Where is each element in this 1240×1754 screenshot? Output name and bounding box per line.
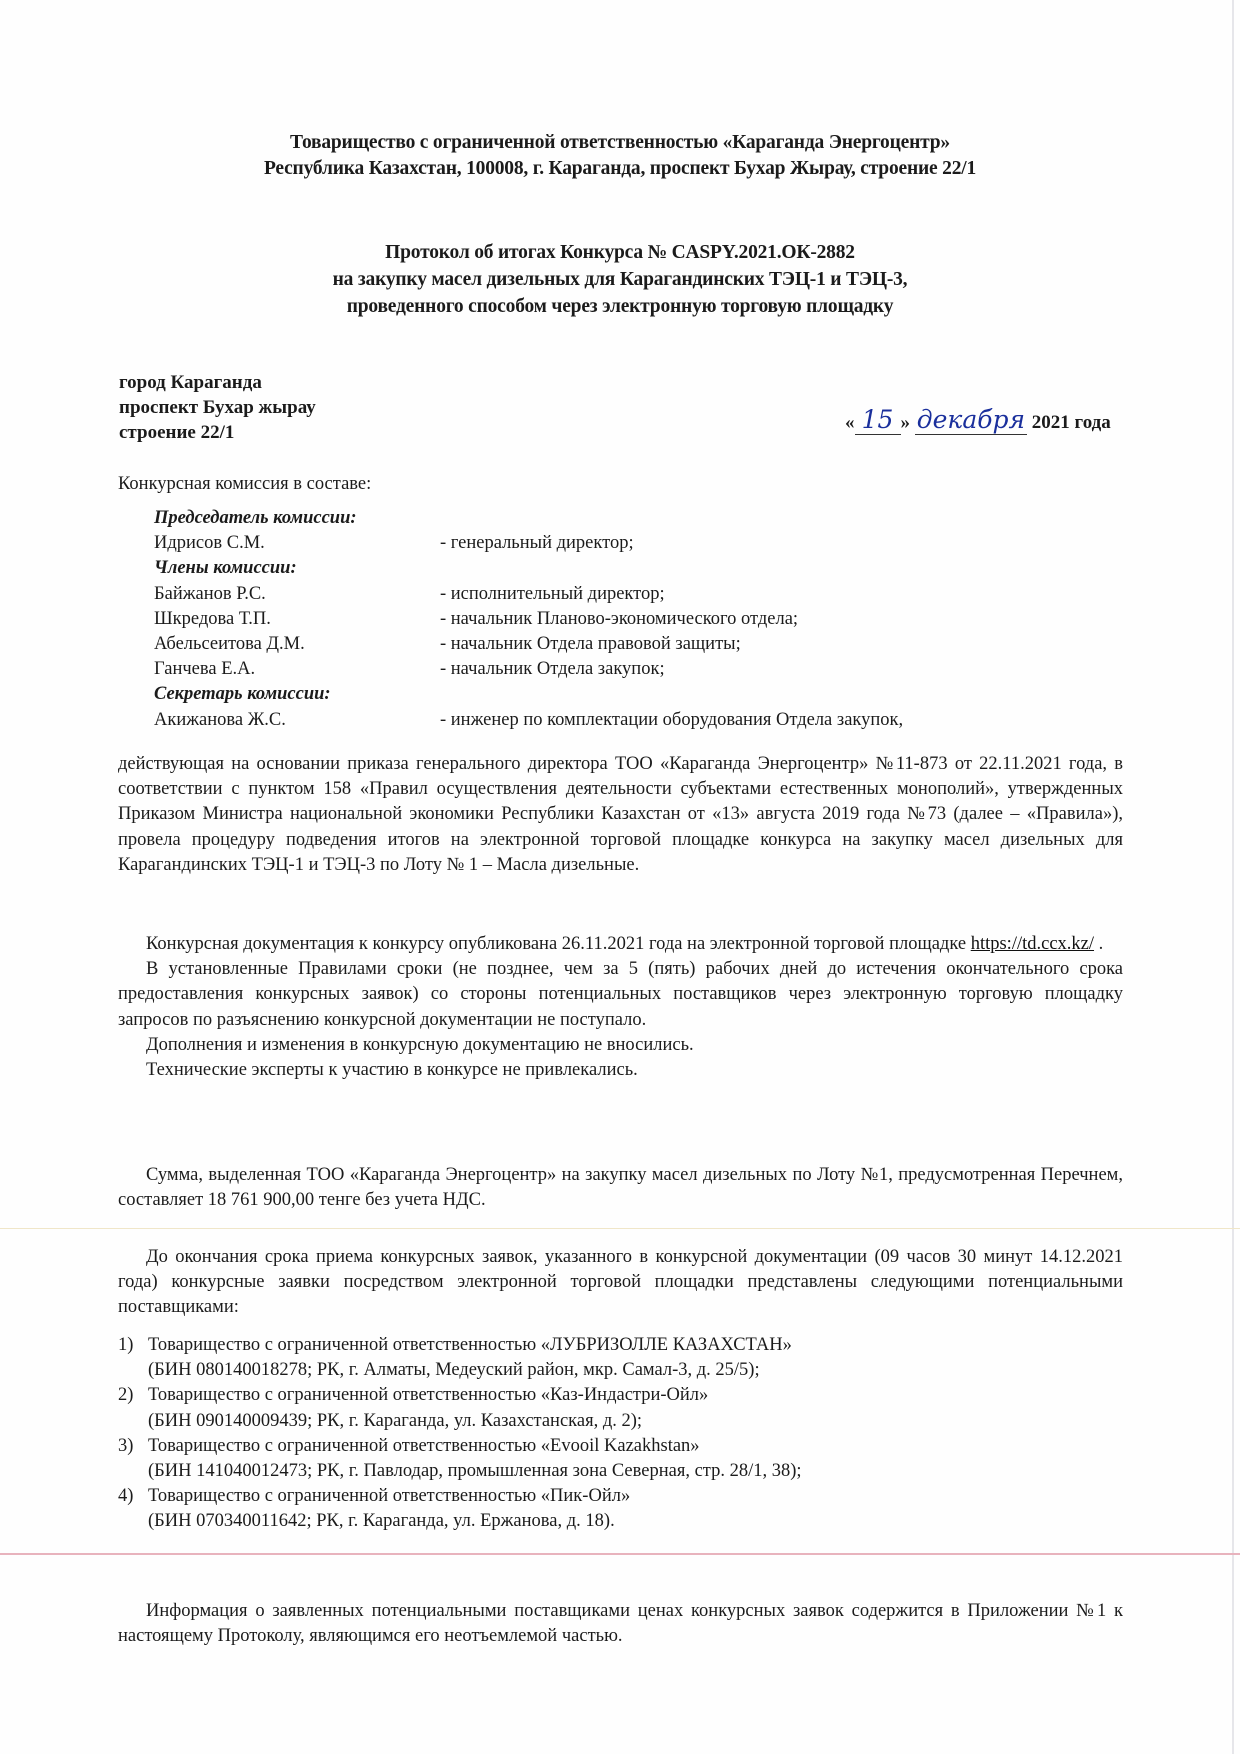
published-text: Конкурсная документация к конкурсу опубликована 26.11.2021 года на электронной торговой площадке (146, 934, 971, 954)
supplier-number: 2) (118, 1385, 134, 1406)
committee-row (154, 607, 1054, 632)
place-building: строение 22/1 (119, 422, 235, 443)
member-role: - инженер по комплектации оборудования Отдела закупок, (440, 709, 904, 730)
supplier-number: 3) (118, 1435, 134, 1456)
list-item (118, 1383, 1123, 1433)
paragraph-amendments: Дополнения и изменения в конкурсную документацию не вносились. (146, 1034, 694, 1055)
date-day-handwritten: 15 (855, 405, 901, 435)
scan-line (0, 1553, 1240, 1555)
supplier-details: (БИН 090140009439; РК, г. Караганда, ул. Казахстанская, д. 2); (148, 1410, 643, 1431)
secretary-heading: Секретарь комиссии: (154, 684, 331, 705)
paragraph-published (118, 932, 1123, 957)
supplier-number: 1) (118, 1335, 134, 1355)
date-open-quote: « (845, 412, 855, 433)
supplier-details: (БИН 141040012473; РК, г. Павлодар, промышленная зона Северная, стр. 28/1, 38); (148, 1461, 802, 1482)
paragraph-acting-basis: действующая на основании приказа генерального директора ТОО «Караганда Энергоцентр» №11-873 от 22.11.2021 года, в соответствии с пунктом 158 «Правил осуществления деятельности субъектами естественных монополий», утвержденных Приказом Министра национальной экономики Республики Казахстан от «13» августа 2019 года №73 (далее – «Правила»), провела процедуру подведения итогов на электронной торговой площадке конкурса на закупку масел дизельных для Карагандинских ТЭЦ-1 и ТЭЦ-3 по Лоту № 1 – Масла дизельные. (118, 754, 1123, 875)
supplier-number: 4) (118, 1486, 134, 1507)
supplier-list (118, 1333, 1123, 1535)
paragraph-deadline: До окончания срока приема конкурсных заявок, указанного в конкурсной документации (09 часов 30 минут 14.12.2021 года) конкурсные заявки посредством электронной торговой площадки представлены следующими потенциальными поставщиками: (118, 1247, 1123, 1318)
paragraph-price-info: Информация о заявленных потенциальными поставщиками ценах конкурсных заявок содержится в Приложении №1 к настоящему Протоколу, являющимся его неотъемлемой частью. (118, 1601, 1123, 1647)
member-role: - исполнительный директор; (440, 583, 665, 604)
list-item (118, 1333, 1123, 1383)
committee-row (154, 531, 1054, 556)
document-date (845, 405, 1111, 435)
member-name: Ганчева Е.А. (154, 659, 256, 680)
published-suffix: . (1094, 934, 1104, 954)
supplier-name: Товарищество с ограниченной ответственностью «Пик-Ойл» (148, 1486, 631, 1507)
list-item (118, 1484, 1123, 1534)
supplier-name: Товарищество с ограниченной ответственностью «Evooil Kazakhstan» (148, 1435, 700, 1456)
organization-address: Республика Казахстан, 100008, г. Караганда, проспект Бухар Жырау, строение 22/1 (263, 158, 977, 179)
paragraph-experts: Технические эксперты к участию в конкурсе не привлекались. (146, 1060, 638, 1081)
member-role: - начальник Отдела правовой защиты; (440, 633, 741, 654)
document-place (119, 370, 316, 445)
member-name: Идрисов С.М. (154, 533, 265, 554)
date-close-quote: » (900, 412, 910, 433)
paragraph-amount: Сумма, выделенная ТОО «Караганда Энергоцентр» на закупку масел дизельных по Лоту №1, предусмотренная Перечнем, составляет 18 761 900,00 тенге без учета НДС. (118, 1165, 1123, 1211)
committee-row (154, 657, 1054, 682)
committee-list (154, 506, 1054, 733)
supplier-details: (БИН 080140018278; РК, г. Алматы, Медеуский район, мкр. Самал-3, д. 25/5); (148, 1360, 760, 1381)
title-line-2: на закупку масел дизельных для Карагандинских ТЭЦ-1 и ТЭЦ-3, (332, 269, 908, 290)
member-name: Шкредова Т.П. (154, 608, 271, 629)
member-role: - генеральный директор; (440, 533, 634, 554)
document-title (0, 239, 1240, 320)
committee-row (154, 708, 1054, 733)
date-year: 2021 года (1031, 412, 1111, 433)
document-header (0, 130, 1240, 182)
supplier-name: Товарищество с ограниченной ответственностью «ЛУБРИЗОЛЛЕ КАЗАХСТАН» (148, 1335, 792, 1355)
title-line-1: Протокол об итогах Конкурса № CASPY.2021.ОК-2882 (385, 242, 855, 263)
place-city: город Караганда (119, 372, 262, 393)
committee-row (154, 632, 1054, 657)
committee-row (154, 582, 1054, 607)
supplier-name: Товарищество с ограниченной ответственностью «Каз-Индастри-Ойл» (148, 1385, 709, 1406)
committee-intro: Конкурсная комиссия в составе: (118, 474, 372, 494)
supplier-details: (БИН 070340011642; РК, г. Караганда, ул. Ержанова, д. 18). (148, 1511, 615, 1532)
scan-line (0, 1228, 1240, 1229)
trading-platform-link[interactable]: https://td.ccx.kz/ (970, 934, 1095, 954)
place-street: проспект Бухар жырау (119, 397, 316, 418)
members-heading: Члены комиссии: (154, 558, 297, 579)
member-name: Абельсеитова Д.М. (154, 633, 305, 654)
member-name: Байжанов Р.С. (154, 583, 266, 604)
member-role: - начальник Планово-экономического отдела; (440, 608, 799, 629)
paragraph-clarification: В установленные Правилами сроки (не позднее, чем за 5 (пять) рабочих дней до истечения окончательного срока предоставления конкурсных заявок) со стороны потенциальных поставщиков через электронную торговую площадку запросов по разъяснению конкурсной документации не поступало. (118, 959, 1123, 1030)
paragraph-group-documentation (118, 932, 1123, 1083)
member-name: Акижанова Ж.С. (154, 709, 286, 730)
chair-heading: Председатель комиссии: (154, 508, 357, 528)
list-item (118, 1434, 1123, 1484)
title-line-3: проведенного способом через электронную торговую площадку (346, 296, 894, 317)
organization-name: Товарищество с ограниченной ответственностью «Караганда Энергоцентр» (290, 132, 950, 153)
member-role: - начальник Отдела закупок; (440, 659, 665, 680)
date-month-handwritten: декабря (916, 405, 1026, 434)
